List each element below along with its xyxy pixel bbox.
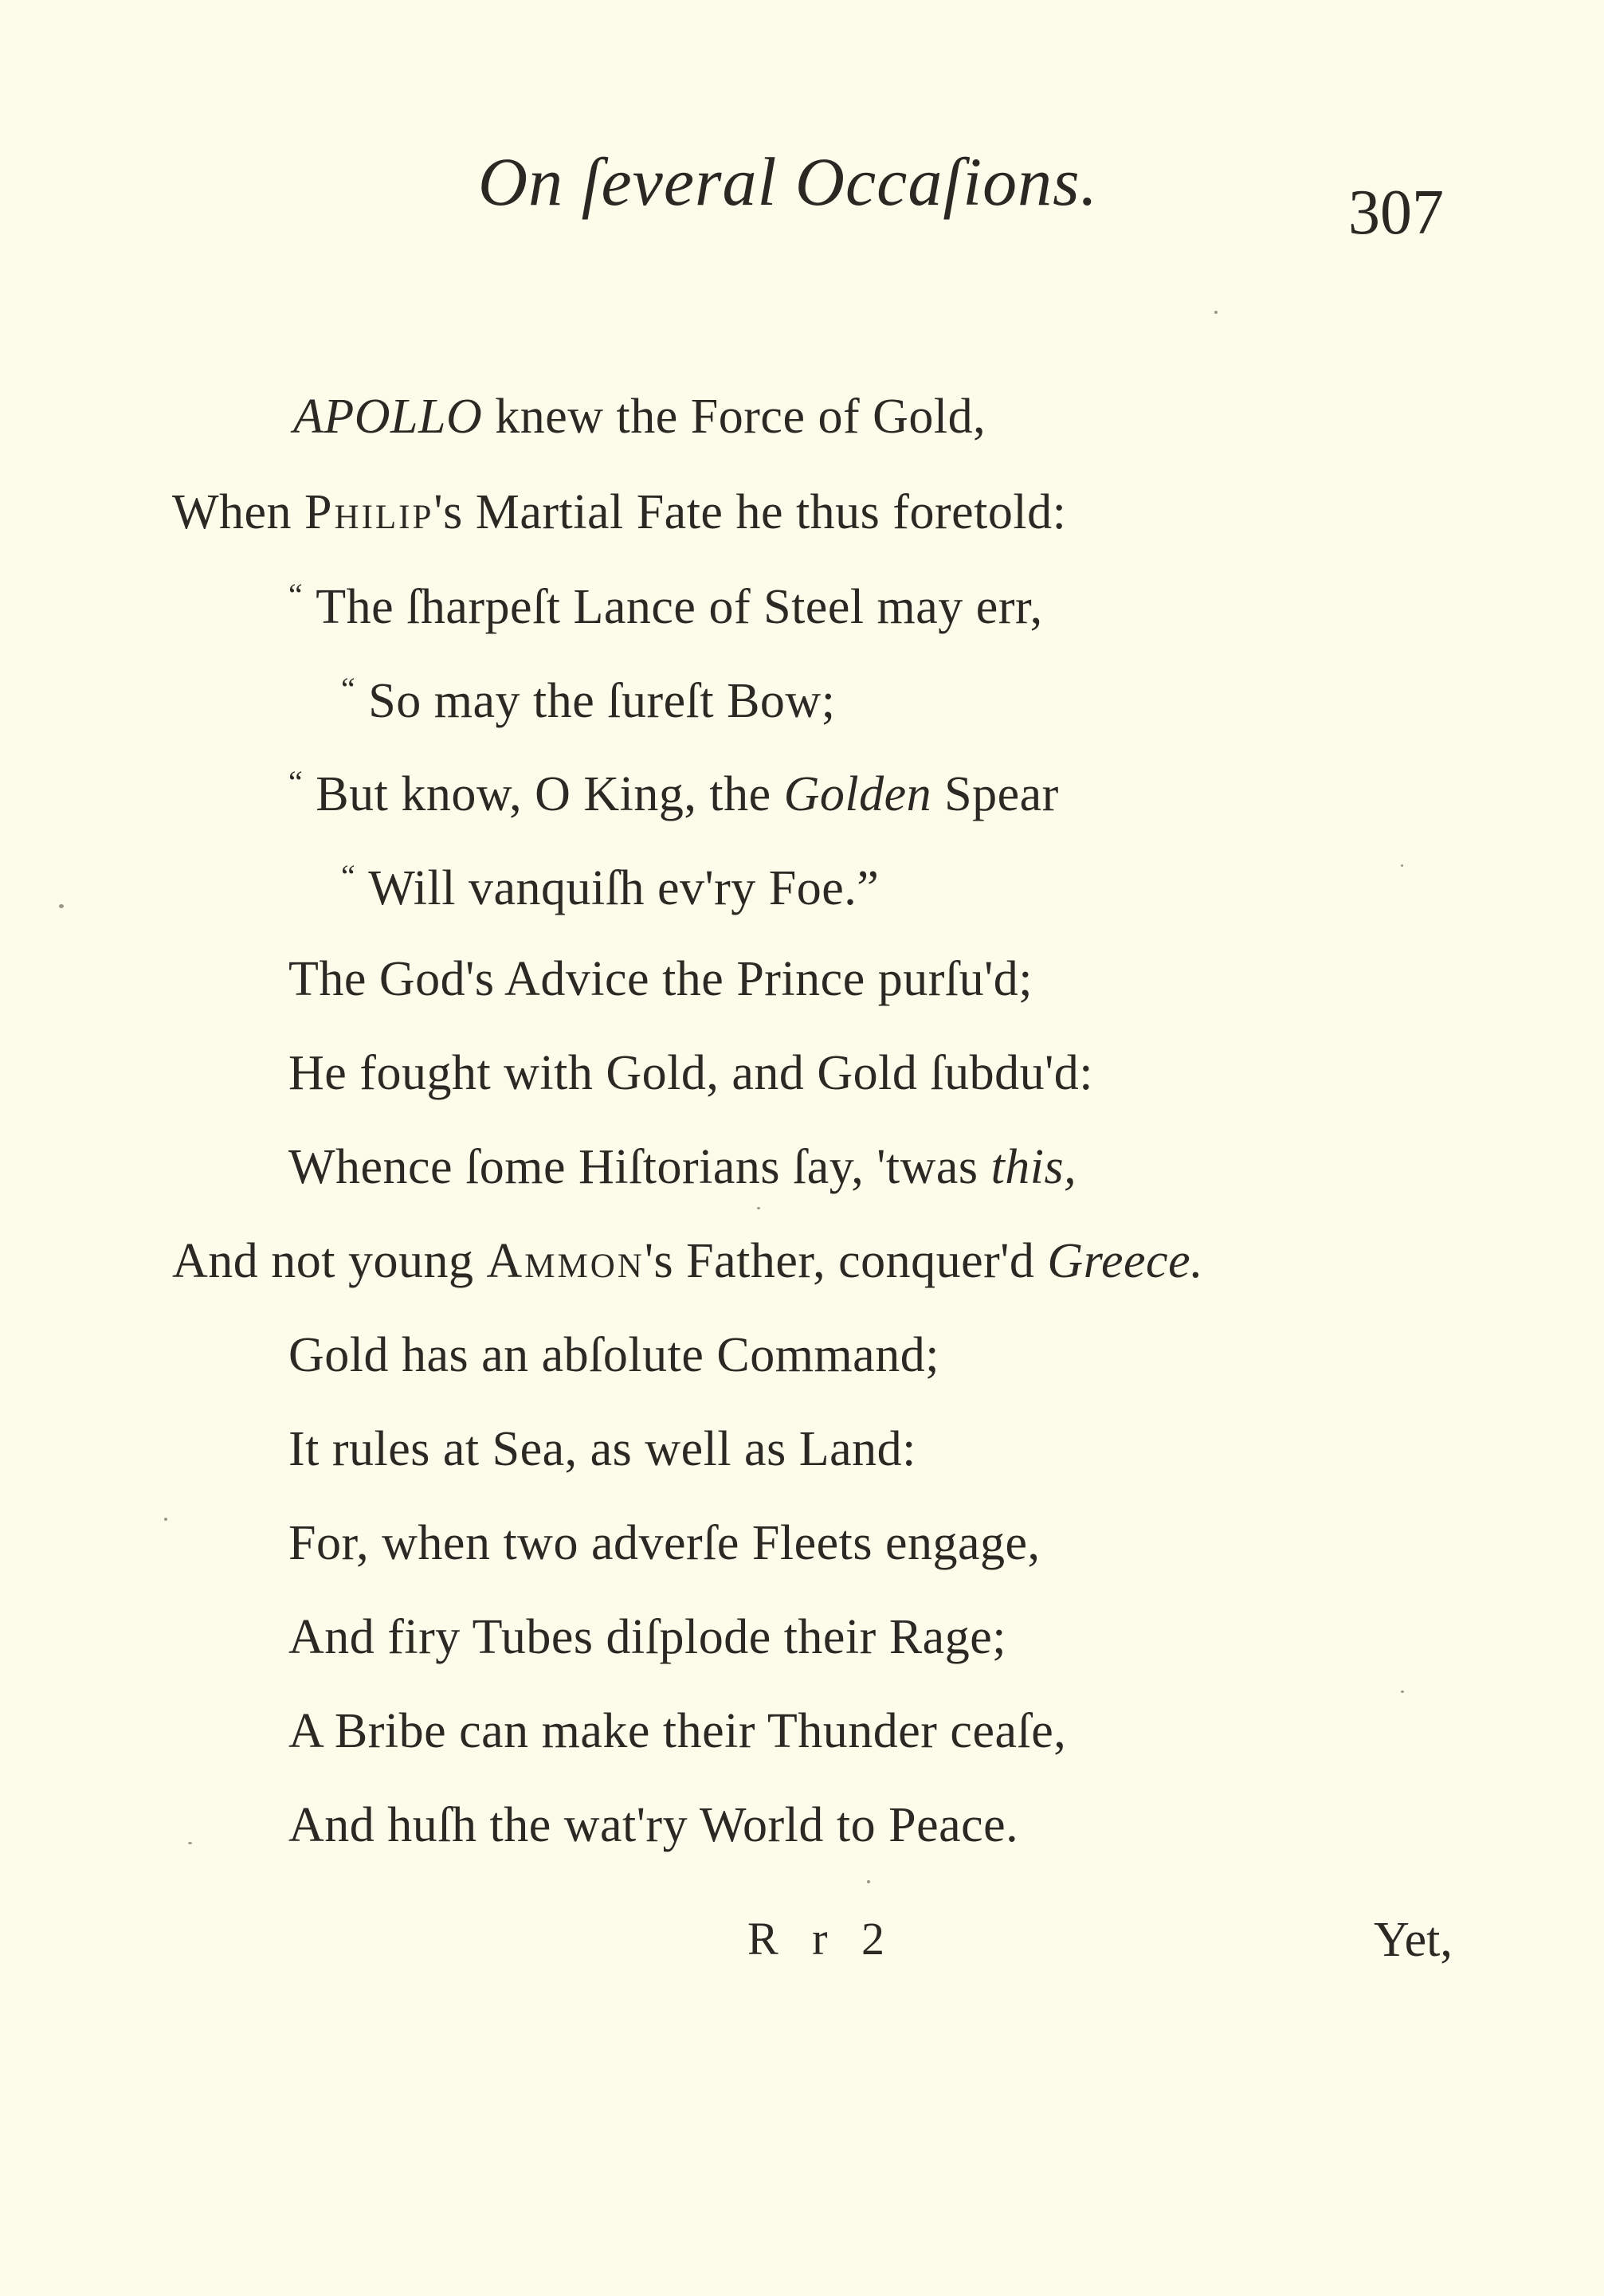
signature-mark: R r 2 bbox=[747, 1913, 896, 1965]
verse-line bbox=[341, 673, 835, 726]
verse-segment: knew the Force of Gold, bbox=[482, 390, 986, 444]
verse-line bbox=[293, 390, 986, 444]
verse-line bbox=[288, 954, 1033, 1004]
paper-speck bbox=[59, 904, 64, 908]
running-head: On ſeveral Occaſions. bbox=[478, 143, 1099, 220]
verse-segment: Golden bbox=[783, 767, 932, 821]
verse-segment: For, when two adverſe Fleets engage, bbox=[288, 1516, 1041, 1570]
verse-segment: It rules at Sea, as well as Land: bbox=[288, 1422, 916, 1476]
verse-segment: Greece. bbox=[1047, 1234, 1204, 1288]
opening-quote-mark: “ bbox=[288, 577, 304, 613]
verse-segment: A Bribe can make their Thunder ceaſe, bbox=[288, 1704, 1067, 1758]
verse-segment: 's Father, conquer'd bbox=[644, 1234, 1048, 1288]
verse-line bbox=[288, 1330, 939, 1380]
verse-segment: When bbox=[172, 485, 305, 539]
verse-segment: Spear bbox=[931, 767, 1059, 821]
verse-line bbox=[288, 579, 1043, 632]
paper-speck bbox=[1401, 864, 1403, 867]
paper-speck bbox=[1214, 311, 1218, 314]
verse-segment: The ſharpeſt Lance of Steel may err, bbox=[316, 580, 1043, 634]
verse-segment: Ammon bbox=[486, 1234, 645, 1288]
verse-segment: So may the ſureſt Bow; bbox=[368, 674, 836, 728]
verse-segment: Gold has an abſolute Command; bbox=[288, 1328, 939, 1382]
verse-line bbox=[288, 1142, 1077, 1192]
verse-line bbox=[288, 1518, 1041, 1568]
verse-line bbox=[288, 1800, 1018, 1850]
verse-segment: 's Martial Fate he thus foretold: bbox=[433, 485, 1067, 539]
paper-speck bbox=[188, 1842, 192, 1844]
catchword: Yet, bbox=[1374, 1913, 1453, 1967]
verse-segment: The God's Advice the Prince purſu'd; bbox=[288, 952, 1033, 1006]
verse-segment: And firy Tubes diſplode their Rage; bbox=[288, 1610, 1006, 1664]
verse-segment: And huſh the wat'ry World to Peace. bbox=[288, 1798, 1019, 1852]
verse-line bbox=[172, 1236, 1203, 1286]
verse-segment: this, bbox=[990, 1140, 1077, 1194]
verse-line bbox=[288, 766, 1059, 819]
paper-speck bbox=[757, 1207, 760, 1209]
verse-line bbox=[341, 860, 879, 913]
verse-line bbox=[288, 1048, 1093, 1098]
paper-speck bbox=[164, 1518, 167, 1521]
opening-quote-mark: “ bbox=[341, 671, 356, 707]
paper-speck bbox=[867, 1880, 870, 1883]
verse-segment: He fought with Gold, and Gold ſubdu'd: bbox=[288, 1046, 1094, 1100]
paper-speck bbox=[1401, 1691, 1404, 1693]
verse-segment: Whence ſome Hiſtorians ſay, 'twas bbox=[288, 1140, 991, 1194]
opening-quote-mark: “ bbox=[288, 764, 304, 800]
verse-segment: APOLLO bbox=[293, 390, 483, 444]
verse-line bbox=[288, 1612, 1006, 1662]
verse-line bbox=[288, 1424, 916, 1474]
verse-line bbox=[288, 1706, 1066, 1756]
opening-quote-mark: “ bbox=[341, 858, 356, 894]
verse-segment: Will vanquiſh ev'ry Foe.” bbox=[368, 861, 880, 915]
verse-segment: And not young bbox=[172, 1234, 487, 1288]
verse-segment: But know, O King, the bbox=[316, 767, 784, 821]
verse-segment: Philip bbox=[304, 485, 434, 539]
page-number: 307 bbox=[1348, 178, 1444, 248]
verse-line bbox=[172, 485, 1067, 539]
